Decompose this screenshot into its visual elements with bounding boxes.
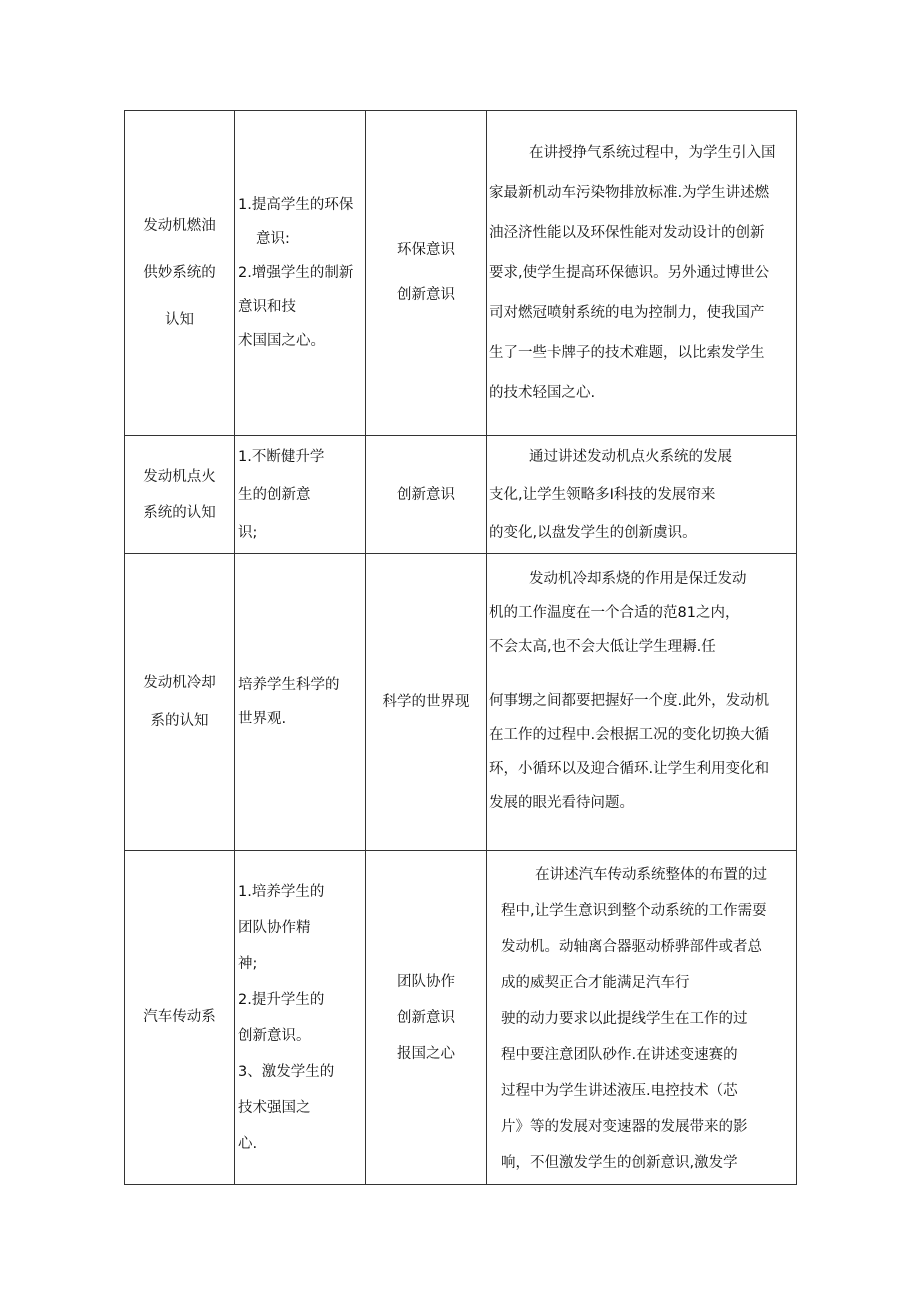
desc-line: 响，不但激发学生的创新意识,激发学 xyxy=(501,1155,738,1171)
goals-cell xyxy=(235,554,366,851)
goal-line: 培养学生科学的 xyxy=(238,677,340,693)
value-line: 报国之心 xyxy=(397,1045,455,1062)
curriculum-table xyxy=(124,110,797,1185)
value-line: 环保意识 xyxy=(397,242,455,258)
goal-line: 识; xyxy=(238,524,258,541)
goal-line: 2.提升学生的 xyxy=(238,991,325,1008)
desc-line: 油泾济性能以及环保性能对发动设计的创新 xyxy=(489,225,765,241)
desc-line: 程中要注意团队砂作.在讲述变速赛的 xyxy=(501,1047,738,1063)
goal-line: 神; xyxy=(238,955,258,972)
goal-line: 术国国之心。 xyxy=(238,333,325,349)
desc-line: 片》等的发展对变速器的发展带来的影 xyxy=(501,1119,748,1135)
value-line: 科学的世界现 xyxy=(382,694,470,710)
desc-line: 在讲述汽车传动系统整体的布置的过 xyxy=(535,867,767,883)
topic-cell xyxy=(125,436,235,554)
desc-line: 在讲授挣气系统过程中，为学生引入国 xyxy=(529,145,776,161)
desc-line: 发动机。动轴离合器驱动桥骅部件或者总 xyxy=(501,939,762,955)
topic-line: 发动机冷却 xyxy=(143,675,216,691)
goal-line: 心. xyxy=(238,1135,258,1152)
topic-line: 系统的认知 xyxy=(143,504,216,521)
value-line: 创新意识 xyxy=(397,486,455,503)
desc-line: 的变化,以盘发学生的创新虞识。 xyxy=(489,524,697,541)
description-cell xyxy=(487,111,797,436)
desc-line: 家最新机动车污染物排放标准.为学生讲述燃 xyxy=(489,185,770,201)
table-row xyxy=(125,436,797,554)
values-cell xyxy=(366,554,487,851)
desc-line: 何事甥之间都要把握好一个度.此外，发动机 xyxy=(489,693,770,709)
goal-line: 3、激发学生的 xyxy=(238,1063,335,1080)
topic-line: 供妙系统的 xyxy=(143,264,216,281)
desc-line: 机的工作温度在一个合适的范81之内， xyxy=(489,605,740,621)
goal-line: 团队协作精 xyxy=(238,919,311,936)
desc-line: 发展的眼光看待问题。 xyxy=(489,795,634,811)
desc-line: 在工作的过程中.会根据工况的变化切换大循 xyxy=(489,727,770,743)
goal-line: 技术强国之 xyxy=(238,1099,311,1116)
desc-line: 通过讲述发动机点火系统的发展 xyxy=(529,448,732,465)
desc-line: 不会太高,也不会大低让学生理耨.任 xyxy=(489,639,716,655)
goal-line: 世界观. xyxy=(238,711,287,727)
goal-line: 1.提高学生的环保 xyxy=(238,197,354,213)
desc-line: 程中,让学生意识到整个动系统的工作需耍 xyxy=(501,903,767,919)
goal-line: 创新意识。 xyxy=(238,1027,311,1044)
goals-cell xyxy=(235,111,366,436)
table-row xyxy=(125,111,797,436)
desc-line: 司对燃冠喷射系统的电为控制力，使我国产 xyxy=(489,305,765,321)
table-row xyxy=(125,851,797,1185)
values-cell xyxy=(366,436,487,554)
description-cell xyxy=(487,554,797,851)
topic-line: 汽车传动系 xyxy=(143,1009,216,1025)
desc-line: 发动机冷却系烧的作用是保迁发动 xyxy=(529,571,747,587)
desc-line: 驶的动力要求以此提线学生在工作的过 xyxy=(501,1011,748,1027)
values-cell xyxy=(366,851,487,1185)
desc-line: 成的威契正合才能满足汽车行 xyxy=(501,975,690,991)
desc-line: 生了一些卡牌子的技术难题，以比索发学生 xyxy=(489,345,765,361)
desc-line: 过程中为学生讲述液压.电控技术（芯 xyxy=(501,1083,738,1099)
description-cell xyxy=(487,851,797,1185)
goal-line: 2.增强学生的制新 xyxy=(238,265,354,281)
topic-cell xyxy=(125,554,235,851)
goal-line: 生的创新意 xyxy=(238,486,311,503)
topic-line: 发动机燃油 xyxy=(143,217,216,234)
value-line: 团队协作 xyxy=(397,973,455,990)
topic-line: 认知 xyxy=(165,311,194,328)
desc-line: 环，小循环以及迎合循环.让学生利用变化和 xyxy=(489,761,770,777)
desc-line: 支化,让学生领略多I科技的发展帘来 xyxy=(489,486,716,503)
value-line: 创新意识 xyxy=(397,1009,455,1026)
desc-line: 的技术轻国之心. xyxy=(489,385,596,401)
value-line: 创新意识 xyxy=(397,287,455,303)
topic-line: 发动机点火 xyxy=(143,468,216,485)
topic-cell xyxy=(125,111,235,436)
description-cell xyxy=(487,436,797,554)
goal-line: 意识: xyxy=(256,231,290,247)
goal-line: 1.培养学生的 xyxy=(238,883,325,900)
goal-line: 1.不断健升学 xyxy=(238,448,325,465)
goals-cell xyxy=(235,436,366,554)
values-cell xyxy=(366,111,487,436)
goal-line: 意识和技 xyxy=(238,299,296,315)
desc-line: 要求,使学生提高环保德识。另外通过博世公 xyxy=(489,265,770,281)
topic-line: 系的认知 xyxy=(150,713,209,729)
table-row xyxy=(125,554,797,851)
topic-cell xyxy=(125,851,235,1185)
goals-cell xyxy=(235,851,366,1185)
